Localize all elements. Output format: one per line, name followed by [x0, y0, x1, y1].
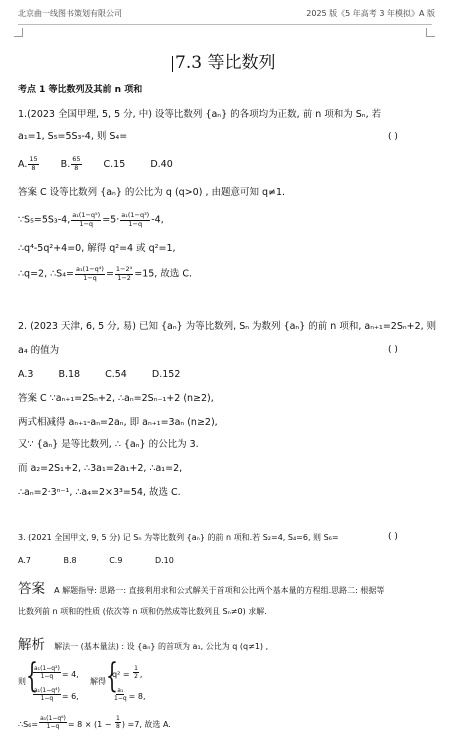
q2-step-3: 而 a₂=2S₁+2, ∴3a₁=2a₁+2, ∴a₁=2, [18, 463, 183, 474]
q3-answer-line [18, 577, 384, 597]
q3-system-prefix: 则 [18, 677, 26, 686]
q3-solution-2: $\frac{\text{a₁}}{1-q}$ = 8, [114, 687, 146, 702]
q2-answer-line: 答案 C ∵aₙ₊₁=2Sₙ+2, ∴aₙ=2Sₙ₋₁+2 (n≥2), [18, 393, 214, 404]
q1-options [18, 156, 173, 172]
q1-step-3: ∴q=2, ∴S₄= $\frac{\text{a₁(1−q⁴)}}{1-q}$ = $\frac{\text{1−2⁴}}{1-2}$ =15, 故选 C. [18, 265, 193, 282]
header-publisher: 北京曲一线图书策划有限公司 [18, 9, 122, 18]
q3-answer-blank: ( ) [388, 532, 398, 542]
q1-step-1: ∵S₅=5S₃-4, $\frac{\text{a₁(1−q⁵)}}{1-q}$ =5· $\frac{\text{a₁(1−q³)}}{1-q}$ -4, [18, 211, 164, 228]
text-cursor [172, 56, 173, 72]
q3-explanation-label: 解析 [18, 637, 45, 653]
q1-stem-line2: a₁=1, S₅=5S₃-4, 则 S₄= [18, 131, 128, 142]
q1-stem-line1: 1.(2023 全国甲理, 5, 5 分, 中) 设等比数列 {aₙ} 的各项均为正数, 前 n 项和为 Sₙ, 若 [18, 109, 382, 120]
q3-system-eq2: $\frac{\text{a₁(1−q⁴)}}{1-q}$ = 6, [34, 687, 79, 702]
section-heading: 考点 1 等比数列及其前 n 项和 [18, 85, 143, 95]
q3-system-eq1: $\frac{\text{a₁(1−q²)}}{1-q}$ = 4, [34, 665, 79, 680]
header-edition: 2025 版《5 年高考 3 年模拟》A 版 [306, 9, 435, 18]
q1-option-d: D.40 [150, 158, 173, 170]
q3-final-line: ∴S₆= $\frac{\text{a₁(1−q⁶)}}{1-q}$ = 8 × (1 − $\frac{1}{8}$ ) =7, 故选 A. [18, 715, 171, 730]
q2-option-c: C.54 [105, 369, 127, 380]
q3-options [18, 555, 174, 567]
q3-option-b: B.8 [63, 556, 77, 565]
margin-corner-left [14, 28, 23, 37]
q3-solution-1: q² = $\frac{1}{2}$ , [112, 665, 143, 680]
q2-option-d: D.152 [151, 369, 181, 380]
q2-step-1: 两式相减得 aₙ₊₁-aₙ=2aₙ, 即 aₙ₊₁=3aₙ (n≥2), [18, 417, 218, 428]
header-rule [18, 24, 432, 25]
q3-option-a: A.7 [18, 556, 31, 565]
q2-step-4: ∴aₙ=2·3ⁿ⁻¹, ∴a₄=2×3³=54, 故选 C. [18, 487, 181, 498]
q1-answer-line: 答案 C 设等比数列 {aₙ} 的公比为 q (q>0) , 由题意可知 q≠1. [18, 187, 286, 198]
page-title: 7.3 等比数列 [172, 48, 275, 73]
q3-explanation-line [18, 633, 268, 653]
q3-system-brace-left: { [26, 656, 38, 696]
q1-option-a: A. $\frac{15}{8}$ [18, 155, 38, 172]
q2-step-2: 又∵ {aₙ} 是等比数列, ∴ {aₙ} 的公比为 3. [18, 439, 199, 450]
q2-option-b: B.18 [58, 369, 81, 380]
q3-stem: 3. (2021 全国甲文, 9, 5 分) 记 Sₙ 为等比数列 {aₙ} 的前 n 项和.若 S₂=4, S₄=6, 则 S₆= [18, 533, 339, 542]
q1-option-b: B. $\frac{65}{8}$ [60, 155, 81, 172]
q2-options [18, 368, 180, 381]
q3-option-d: D.10 [154, 556, 174, 565]
q1-step-2: ∴q⁴-5q²+4=0, 解得 q²=4 或 q²=1, [18, 243, 176, 254]
q2-answer-blank: ( ) [388, 345, 398, 355]
q3-answer-label: 答案 [18, 581, 45, 597]
q2-stem-line1: 2. (2023 天津, 6, 5 分, 易) 已知 {aₙ} 为等比数列, Sₙ 为数列 {aₙ} 的前 n 项和, aₙ₊₁=2Sₙ+2, 则 [18, 321, 437, 332]
q2-stem-line2: a₄ 的值为 [18, 345, 60, 356]
q3-explanation-text: 解法一 (基本量法) : 设 {aₙ} 的首项为 a₁, 公比为 q (q≠1) , [54, 642, 269, 651]
q3-answer-text-2: 比数列前 n 项和的性质 (依次等 n 项和仍然成等比数列且 Sₙ≠0) 求解. [18, 607, 267, 616]
q1-answer-blank: ( ) [388, 132, 398, 142]
q3-answer-text: A 解题指导: 思路一: 直接利用求和公式解关于首项和公比两个基本量的方程组.思路二: 根据等 [54, 586, 385, 595]
q1-option-c: C.15 [103, 158, 126, 170]
q2-option-a: A.3 [18, 369, 34, 380]
q3-system-brace-right: { [106, 656, 118, 696]
q3-system-solve: 解得 [90, 677, 106, 686]
margin-corner-right [426, 28, 435, 37]
q3-option-c: C.9 [109, 556, 123, 565]
